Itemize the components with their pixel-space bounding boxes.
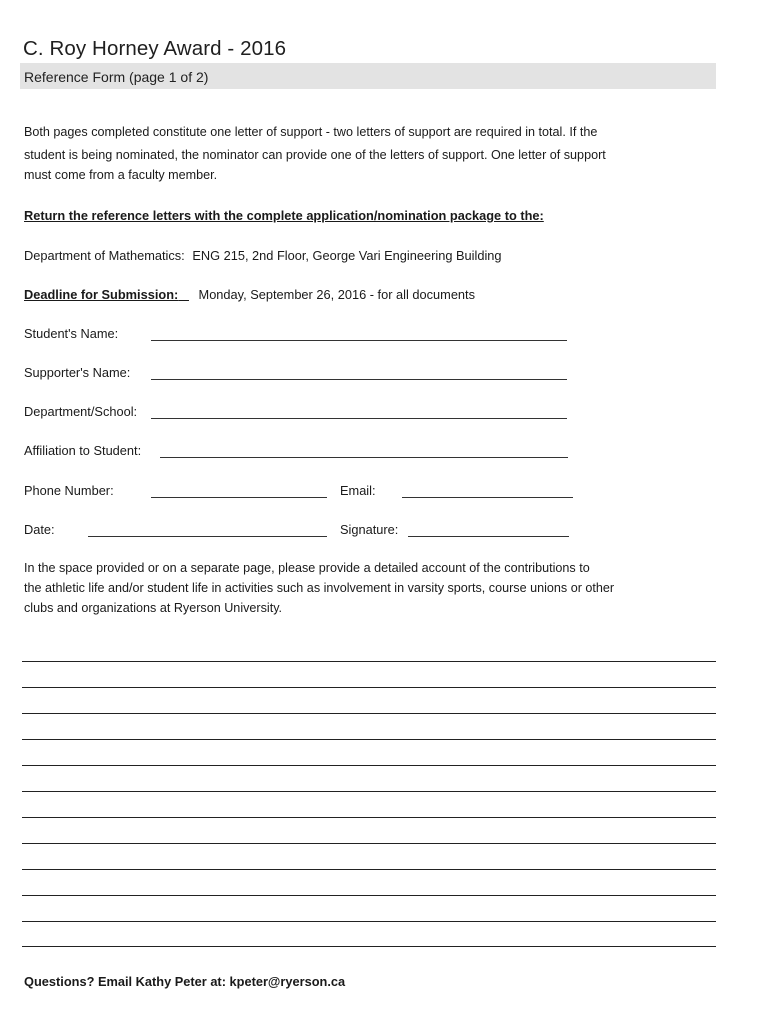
deadline-value: Monday, September 26, 2016 - for all documents	[198, 287, 476, 302]
page-title: C. Roy Horney Award - 2016	[23, 37, 287, 60]
response-line[interactable]	[22, 843, 716, 844]
intro-paragraph	[24, 122, 704, 185]
subtitle-bar	[20, 63, 716, 89]
email-label: Email:	[340, 483, 376, 498]
date-field[interactable]	[88, 524, 327, 537]
supporter-name-label: Supporter's Name:	[24, 365, 131, 380]
form-subtitle: Reference Form (page 1 of 2)	[24, 69, 209, 85]
intro-line-1: Both pages completed constitute one letter of support - two letters of support are required in total. If the	[24, 125, 598, 139]
response-line[interactable]	[22, 946, 716, 947]
response-line[interactable]	[22, 817, 716, 818]
department-address: ENG 215, 2nd Floor, George Vari Engineering Building	[192, 248, 502, 263]
response-line[interactable]	[22, 713, 716, 714]
phone-field[interactable]	[151, 485, 327, 498]
affiliation-field[interactable]	[160, 445, 568, 458]
supporter-name-field[interactable]	[151, 367, 567, 380]
student-name-label: Student's Name:	[24, 326, 119, 341]
response-line[interactable]	[22, 739, 716, 740]
phone-label: Phone Number:	[24, 483, 114, 498]
response-line[interactable]	[22, 895, 716, 896]
response-line[interactable]	[22, 921, 716, 922]
response-line[interactable]	[22, 765, 716, 766]
student-name-field[interactable]	[151, 328, 567, 341]
deadline-row	[24, 287, 475, 302]
deadline-label: Deadline for Submission:	[24, 287, 179, 302]
response-line[interactable]	[22, 661, 716, 662]
signature-label: Signature:	[340, 522, 399, 537]
intro-line-3: must come from a faculty member.	[24, 168, 218, 182]
response-line[interactable]	[22, 791, 716, 792]
affiliation-label: Affiliation to Student:	[24, 443, 142, 458]
department-label: Department of Mathematics:	[24, 248, 185, 263]
signature-field[interactable]	[408, 524, 569, 537]
instructions-paragraph	[24, 558, 704, 618]
email-field[interactable]	[402, 485, 573, 498]
instructions-line-1: In the space provided or on a separate page, please provide a detailed account of the contributions to	[24, 561, 590, 575]
instructions-line-3: clubs and organizations at Ryerson University.	[24, 601, 283, 615]
intro-line-2: student is being nominated, the nominator can provide one of the letters of support. One letter of support	[24, 148, 606, 162]
department-school-field[interactable]	[151, 406, 567, 419]
response-line[interactable]	[22, 869, 716, 870]
footer-contact: Questions? Email Kathy Peter at: kpeter@ryerson.ca	[24, 974, 346, 989]
department-school-label: Department/School:	[24, 404, 138, 419]
return-notice: Return the reference letters with the complete application/nomination package to the:	[24, 208, 544, 223]
instructions-line-2: the athletic life and/or student life in activities such as involvement in varsity sports, course unions or other	[24, 581, 615, 595]
department-row	[24, 248, 502, 263]
response-line[interactable]	[22, 687, 716, 688]
date-label: Date:	[24, 522, 55, 537]
deadline-underline-tail	[178, 287, 189, 302]
